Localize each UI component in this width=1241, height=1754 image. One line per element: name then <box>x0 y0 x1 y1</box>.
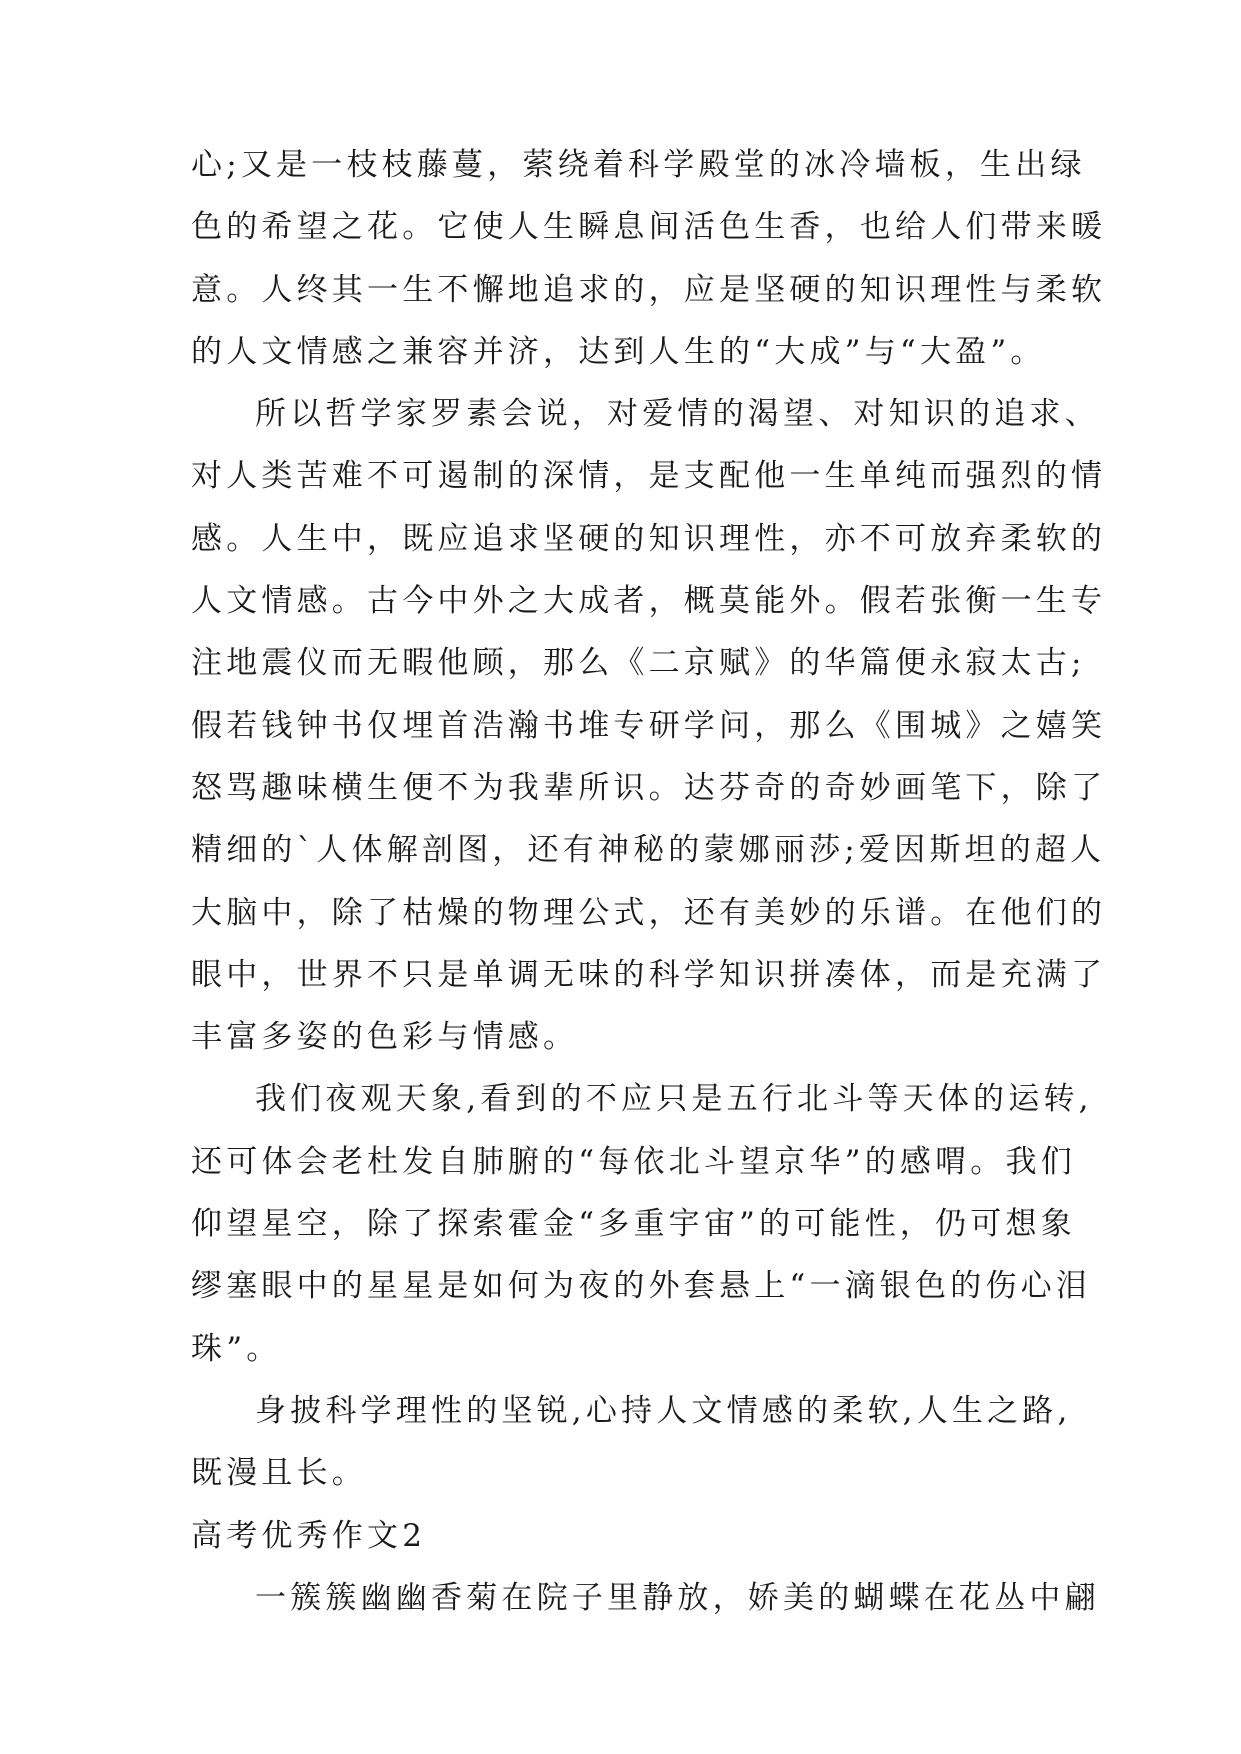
text-line: 假若钱钟书仅埋首浩瀚书堆专研学问，那么《围城》之嬉笑 <box>191 707 1107 744</box>
text-line: 仰望星空，除了探索霍金“多重宇宙”的可能性，仍可想象 <box>191 1206 1076 1243</box>
essay-text <box>191 134 1107 1629</box>
text-line: 对人类苦难不可遏制的深情，是支配他一生单纯而强烈的情 <box>191 458 1107 495</box>
text-line: 色的希望之花。它使人生瞬息间活色生香，也给人们带来暖 <box>191 209 1107 246</box>
text-line: 意。人终其一生不懈地追求的，应是坚硬的知识理性与柔软 <box>191 271 1107 308</box>
text-line: 珠”。 <box>191 1330 282 1367</box>
text-line: 我们夜观天象,看到的不应只是五行北斗等天体的运转, <box>255 1081 1093 1118</box>
text-line: 的人文情感之兼容并济，达到人生的“大成”与“大盈”。 <box>191 333 1046 370</box>
text-line: 所以哲学家罗素会说，对爱情的渴望、对知识的追求、 <box>255 396 1100 433</box>
text-line: 高考优秀作文2 <box>191 1517 427 1554</box>
text-line: 人文情感。古今中外之大成者，概莫能外。假若张衡一生专 <box>191 583 1107 620</box>
text-line: 还可体会老杜发自肺腑的“每依北斗望京华”的感喟。我们 <box>191 1143 1076 1180</box>
text-line: 心;又是一枝枝藤蔓，萦绕着科学殿堂的冰冷墙板，生出绿 <box>191 147 1086 183</box>
text-line: 精细的`人体解剖图，还有神秘的蒙娜丽莎;爱因斯坦的超人 <box>191 832 1106 869</box>
text-line: 丰富多姿的色彩与情感。 <box>191 1019 579 1056</box>
text-line: 身披科学理性的坚锐,心持人文情感的柔软,人生之路, <box>255 1392 1072 1429</box>
text-line: 大脑中，除了枯燥的物理公式，还有美妙的乐谱。在他们的 <box>191 894 1107 931</box>
text-line: 一簇簇幽幽香菊在院子里静放，娇美的蝴蝶在花丛中翩 <box>255 1579 1100 1616</box>
text-line: 怒骂趣味横生便不为我辈所识。达芬奇的奇妙画笔下，除了 <box>191 769 1107 806</box>
text-line: 缪塞眼中的星星是如何为夜的外套悬上“一滴银色的伤心泪 <box>191 1268 1092 1305</box>
text-line: 感。人生中，既应追求坚硬的知识理性，亦不可放弃柔软的 <box>191 520 1107 557</box>
text-line: 眼中，世界不只是单调无味的科学知识拼凑体，而是充满了 <box>191 956 1107 993</box>
text-line: 既漫且长。 <box>191 1455 367 1492</box>
text-line: 注地震仪而无暇他顾，那么《二京赋》的华篇便永寂太古; <box>191 645 1086 682</box>
